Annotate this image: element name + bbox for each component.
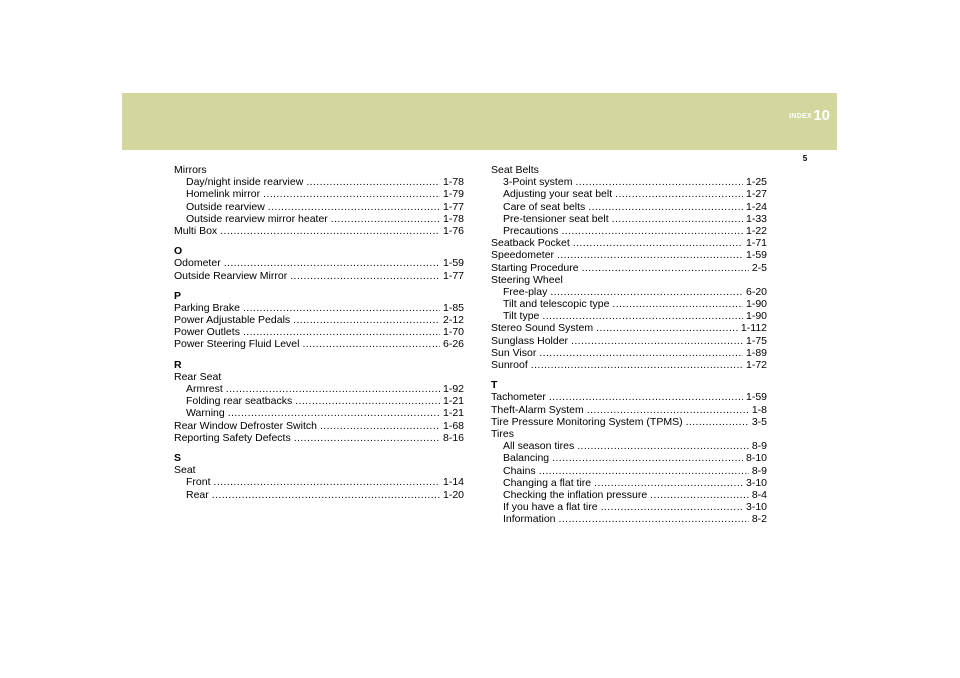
chapter-label: INDEX: [789, 113, 812, 120]
entry-page-ref: 8-10: [745, 452, 767, 465]
dot-leader: [320, 420, 440, 432]
entry-term: Outside Rearview Mirror: [174, 269, 288, 282]
entry-term: Speedometer: [491, 249, 555, 262]
dot-leader: [226, 383, 440, 395]
entry-term: Power Steering Fluid Level: [174, 338, 300, 351]
entry-page-ref: 6-26: [442, 338, 464, 351]
index-heading: Seat: [174, 464, 196, 477]
entry-term: Power Outlets: [174, 326, 240, 339]
dot-leader: [539, 347, 743, 359]
entry-term: Tilt and telescopic type: [503, 298, 610, 311]
dot-leader: [263, 188, 440, 200]
entry-page-ref: 8-4: [751, 488, 767, 501]
dot-leader: [587, 404, 749, 416]
index-heading: Rear Seat: [174, 370, 222, 383]
index-entry[interactable]: [491, 335, 767, 347]
section-letter: R: [174, 358, 182, 371]
entry-term: If you have a flat tire: [503, 501, 598, 514]
entry-term: Tachometer: [491, 391, 546, 404]
entry-term: Sunroof: [491, 359, 528, 371]
entry-page-ref: 8-9: [751, 440, 767, 453]
entry-term: Free-play: [503, 285, 548, 298]
entry-term: Precautions: [503, 224, 559, 237]
entry-term: Reporting Safety Defects: [174, 431, 291, 444]
section-letter: P: [174, 289, 182, 302]
entry-page-ref: 8-16: [442, 431, 464, 444]
index-subentry[interactable]: [174, 383, 464, 395]
dot-leader: [539, 465, 749, 477]
index-entry[interactable]: [491, 391, 767, 403]
dot-leader: [290, 270, 440, 282]
index-entry[interactable]: [174, 338, 464, 350]
dot-leader: [557, 249, 743, 261]
dot-leader: [228, 407, 440, 419]
dot-leader: [615, 188, 743, 200]
index-entry[interactable]: [174, 420, 464, 432]
section-letter: O: [174, 245, 183, 258]
dot-leader: [243, 302, 440, 314]
entry-page-ref: 1-25: [745, 176, 767, 189]
index-subentry[interactable]: [491, 440, 767, 452]
entry-page-ref: 1-75: [745, 334, 767, 347]
index-heading: Mirrors: [174, 164, 207, 176]
index-entry[interactable]: [491, 359, 767, 371]
entry-term: Theft-Alarm System: [491, 403, 584, 416]
entry-page-ref: 1-59: [442, 257, 464, 270]
index-subentry[interactable]: [491, 176, 767, 188]
entry-page-ref: 1-27: [745, 188, 767, 201]
entry-page-ref: 1-33: [745, 212, 767, 225]
entry-page-ref: 1-72: [745, 359, 767, 371]
index-subentry[interactable]: [174, 176, 464, 188]
dot-leader: [612, 213, 743, 225]
entry-term: Adjusting your seat belt: [503, 188, 613, 201]
entry-term: All season tires: [503, 440, 575, 453]
dot-leader: [214, 476, 440, 488]
entry-page-ref: 1-24: [745, 200, 767, 213]
entry-term: Power Adjustable Pedals: [174, 314, 291, 327]
dot-leader: [650, 489, 749, 501]
section-letter: S: [174, 451, 182, 464]
entry-page-ref: 1-76: [442, 224, 464, 237]
entry-page-ref: 1-14: [442, 476, 464, 489]
index-entry[interactable]: [491, 347, 767, 359]
dot-leader: [293, 314, 440, 326]
dot-leader: [571, 335, 743, 347]
entry-page-ref: 1-90: [745, 310, 767, 323]
dot-leader: [243, 326, 440, 338]
entry-page-ref: 1-71: [745, 237, 767, 250]
entry-page-ref: 1-21: [442, 395, 464, 408]
entry-page-ref: 1-78: [442, 212, 464, 225]
index-subentry[interactable]: [491, 452, 767, 464]
entry-term: Care of seat belts: [503, 200, 586, 213]
dot-leader: [594, 477, 743, 489]
index-entry[interactable]: [491, 404, 767, 416]
index-entry[interactable]: [491, 237, 767, 249]
index-subentry[interactable]: [491, 188, 767, 200]
entry-page-ref: 1-22: [745, 224, 767, 237]
dot-leader: [531, 359, 743, 371]
dot-leader: [549, 391, 743, 403]
dot-leader: [268, 201, 440, 213]
entry-term: Folding rear seatbacks: [186, 395, 293, 408]
entry-term: Warning: [186, 407, 225, 420]
entry-page-ref: 8-2: [751, 513, 767, 526]
dot-leader: [561, 225, 743, 237]
dot-leader: [550, 286, 743, 298]
index-column-right: [491, 164, 767, 525]
entry-page-ref: 2-5: [751, 261, 767, 274]
entry-term: Homelink mirror: [186, 188, 261, 201]
chapter-number: 10: [813, 107, 830, 124]
dot-leader: [295, 395, 440, 407]
dot-leader: [212, 489, 440, 501]
index-entry[interactable]: [174, 257, 464, 269]
index-entry[interactable]: [174, 326, 464, 338]
entry-page-ref: 1-85: [442, 301, 464, 314]
entry-term: Sun Visor: [491, 346, 537, 359]
index-subentry[interactable]: [491, 225, 767, 237]
entry-page-ref: 3-10: [745, 476, 767, 489]
entry-page-ref: 1-78: [442, 176, 464, 189]
entry-term: 3-Point system: [503, 176, 573, 189]
index-subentry[interactable]: [491, 201, 767, 213]
index-entry[interactable]: [491, 416, 767, 428]
dot-leader: [302, 338, 440, 350]
index-entry[interactable]: [174, 270, 464, 282]
dot-leader: [588, 201, 743, 213]
index-entry[interactable]: [174, 302, 464, 314]
index-heading: Tires: [491, 427, 514, 440]
entry-page-ref: 1-70: [442, 326, 464, 339]
index-entry[interactable]: [491, 262, 767, 274]
index-subentry[interactable]: [491, 286, 767, 298]
dot-leader: [552, 452, 743, 464]
index-subentry[interactable]: [491, 213, 767, 225]
entry-page-ref: 1-79: [442, 188, 464, 201]
dot-leader: [573, 237, 743, 249]
index-subentry[interactable]: [491, 513, 767, 525]
index-subentry[interactable]: [174, 201, 464, 213]
entry-page-ref: 1-68: [442, 419, 464, 432]
entry-term: Front: [186, 476, 211, 489]
entry-term: Checking the inflation pressure: [503, 488, 648, 501]
dot-leader: [612, 298, 743, 310]
dot-leader: [331, 213, 440, 225]
dot-leader: [306, 176, 440, 188]
entry-term: Outside rearview: [186, 200, 265, 213]
index-subentry[interactable]: [491, 298, 767, 310]
entry-page-ref: 2-12: [442, 314, 464, 327]
entry-page-ref: 1-89: [745, 346, 767, 359]
header-band: [122, 93, 837, 150]
index-column-left: [174, 164, 464, 501]
index-entry[interactable]: [491, 249, 767, 261]
page-number: 5: [802, 154, 808, 163]
dot-leader: [220, 225, 440, 237]
entry-term: Parking Brake: [174, 301, 240, 314]
entry-term: Starting Procedure: [491, 261, 579, 274]
index-subentry[interactable]: [491, 310, 767, 322]
entry-page-ref: 1-8: [751, 403, 767, 416]
chapter-tab: [779, 93, 837, 150]
index-subentry[interactable]: [174, 188, 464, 200]
dot-leader: [582, 262, 749, 274]
index-subentry[interactable]: [491, 465, 767, 477]
entry-term: Pre-tensioner seat belt: [503, 212, 609, 225]
index-entry[interactable]: [174, 225, 464, 237]
entry-page-ref: 1-20: [442, 488, 464, 501]
section-letter: T: [491, 379, 498, 392]
index-heading: Seat Belts: [491, 164, 539, 176]
index-subentry[interactable]: [491, 489, 767, 501]
index-subentry[interactable]: [174, 476, 464, 488]
dot-leader: [559, 513, 749, 525]
entry-term: Chains: [503, 464, 536, 477]
entry-term: Sunglass Holder: [491, 334, 569, 347]
index-entry[interactable]: [174, 314, 464, 326]
index-subentry[interactable]: [491, 501, 767, 513]
entry-term: Seatback Pocket: [491, 237, 570, 250]
dot-leader: [686, 416, 749, 428]
entry-page-ref: 1-90: [745, 298, 767, 311]
entry-page-ref: 1-21: [442, 407, 464, 420]
index-subentry[interactable]: [491, 477, 767, 489]
entry-term: Outside rearview mirror heater: [186, 212, 328, 225]
entry-term: Day/night inside rearview: [186, 176, 304, 189]
entry-term: Stereo Sound System: [491, 322, 594, 335]
index-subentry[interactable]: [174, 213, 464, 225]
dot-leader: [601, 501, 743, 513]
entry-term: Changing a flat tire: [503, 476, 592, 489]
entry-page-ref: 1-77: [442, 200, 464, 213]
entry-page-ref: 3-10: [745, 501, 767, 514]
entry-page-ref: 3-5: [751, 415, 767, 428]
entry-term: Information: [503, 513, 556, 526]
dot-leader: [577, 440, 749, 452]
entry-page-ref: 1-59: [745, 249, 767, 262]
entry-page-ref: 1-59: [745, 391, 767, 404]
entry-page-ref: 6-20: [745, 285, 767, 298]
index-subentry[interactable]: [174, 489, 464, 501]
index-entry[interactable]: [174, 432, 464, 444]
entry-term: Armrest: [186, 383, 223, 395]
entry-page-ref: 8-9: [751, 464, 767, 477]
dot-leader: [224, 257, 440, 269]
entry-term: Odometer: [174, 257, 221, 270]
entry-term: Rear: [186, 488, 209, 501]
index-subentry[interactable]: [174, 395, 464, 407]
dot-leader: [596, 322, 738, 334]
entry-term: Rear Window Defroster Switch: [174, 419, 317, 432]
entry-term: Tilt type: [503, 310, 540, 323]
dot-leader: [542, 310, 743, 322]
entry-page-ref: 1-77: [442, 269, 464, 282]
index-entry[interactable]: [491, 322, 767, 334]
entry-term: Balancing: [503, 452, 550, 465]
entry-page-ref: 1-92: [442, 383, 464, 395]
dot-leader: [294, 432, 440, 444]
index-heading: Steering Wheel: [491, 273, 563, 286]
entry-term: Tire Pressure Monitoring System (TPMS): [491, 415, 683, 428]
dot-leader: [575, 176, 743, 188]
entry-term: Multi Box: [174, 224, 218, 237]
entry-page-ref: 1-112: [740, 322, 767, 335]
index-subentry[interactable]: [174, 407, 464, 419]
